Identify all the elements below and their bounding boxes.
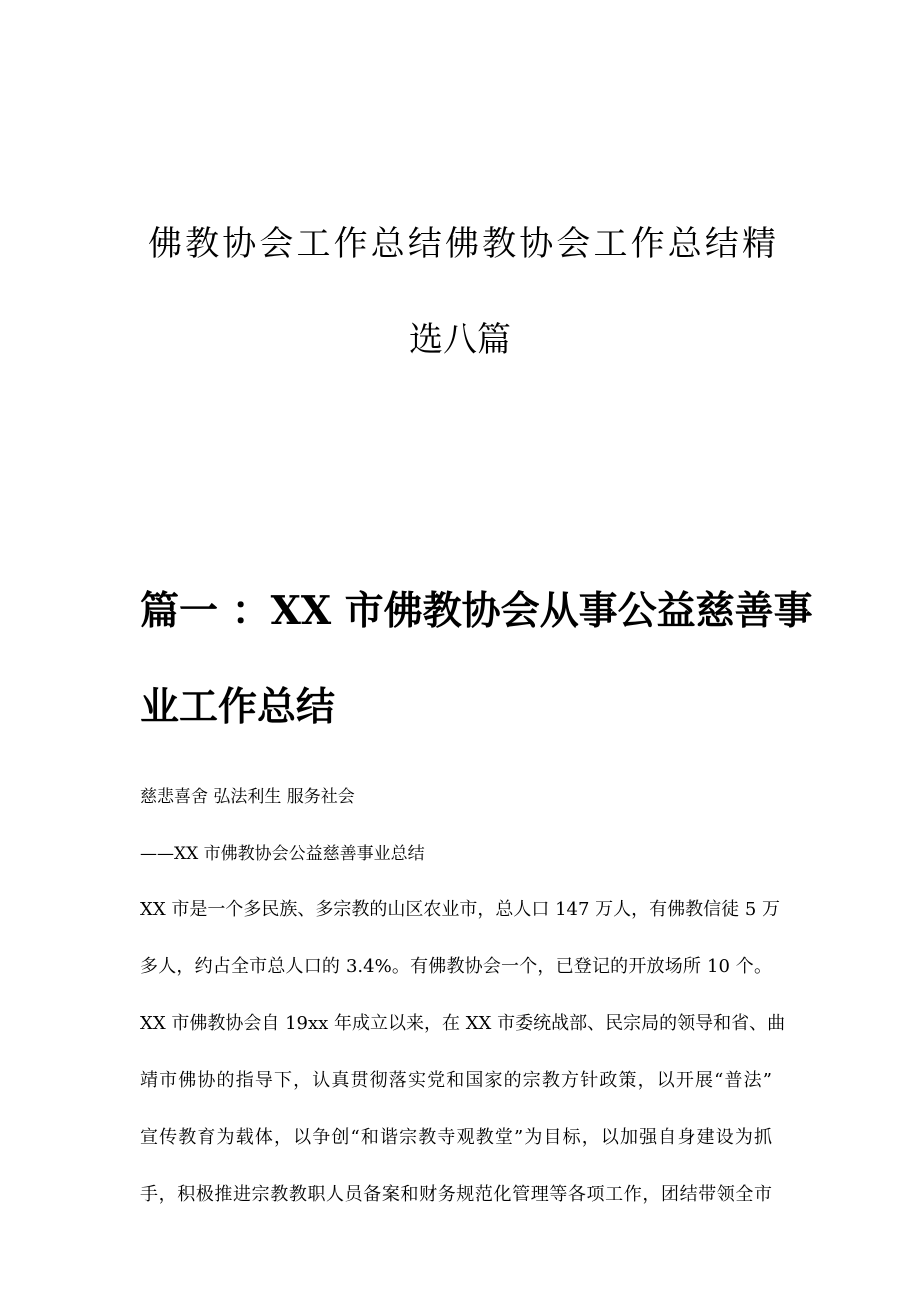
body-line: 宣传教育为载体，以争创“和谐宗教寺观教堂”为目标，以加强自身建设为抓 xyxy=(140,1127,772,1148)
document-title-line-2: 选八篇 xyxy=(409,320,511,360)
body-line: 手，积极推进宗教教职人员备案和财务规范化管理等各项工作，团结带领全市 xyxy=(140,1184,772,1205)
body-line: XX 市是一个多民族、多宗教的山区农业市，总人口 147 万人，有佛教信徒 5 万 xyxy=(140,899,781,920)
body-line: 靖市佛协的指导下，认真贯彻落实党和国家的宗教方针政策，以开展“普法” xyxy=(140,1070,772,1091)
byline: ——XX 市佛教协会公益慈善事业总结 xyxy=(140,844,425,864)
document-title-line-1: 佛教协会工作总结佛教协会工作总结精 xyxy=(148,224,776,264)
body-line: 多人，约占全市总人口的 3.4%。有佛教协会一个，已登记的开放场所 10 个。 xyxy=(140,956,772,977)
section-heading-line-1: 篇一 ：XX 市佛教协会从事公益慈善事 xyxy=(140,588,813,634)
body-line: XX 市佛教协会自 19xx 年成立以来，在 XX 市委统战部、民宗局的领导和省、曲 xyxy=(140,1013,786,1034)
section-heading-line-2: 业工作总结 xyxy=(140,684,336,730)
subtitle: 慈悲喜舍 弘法利生 服务社会 xyxy=(140,787,355,807)
